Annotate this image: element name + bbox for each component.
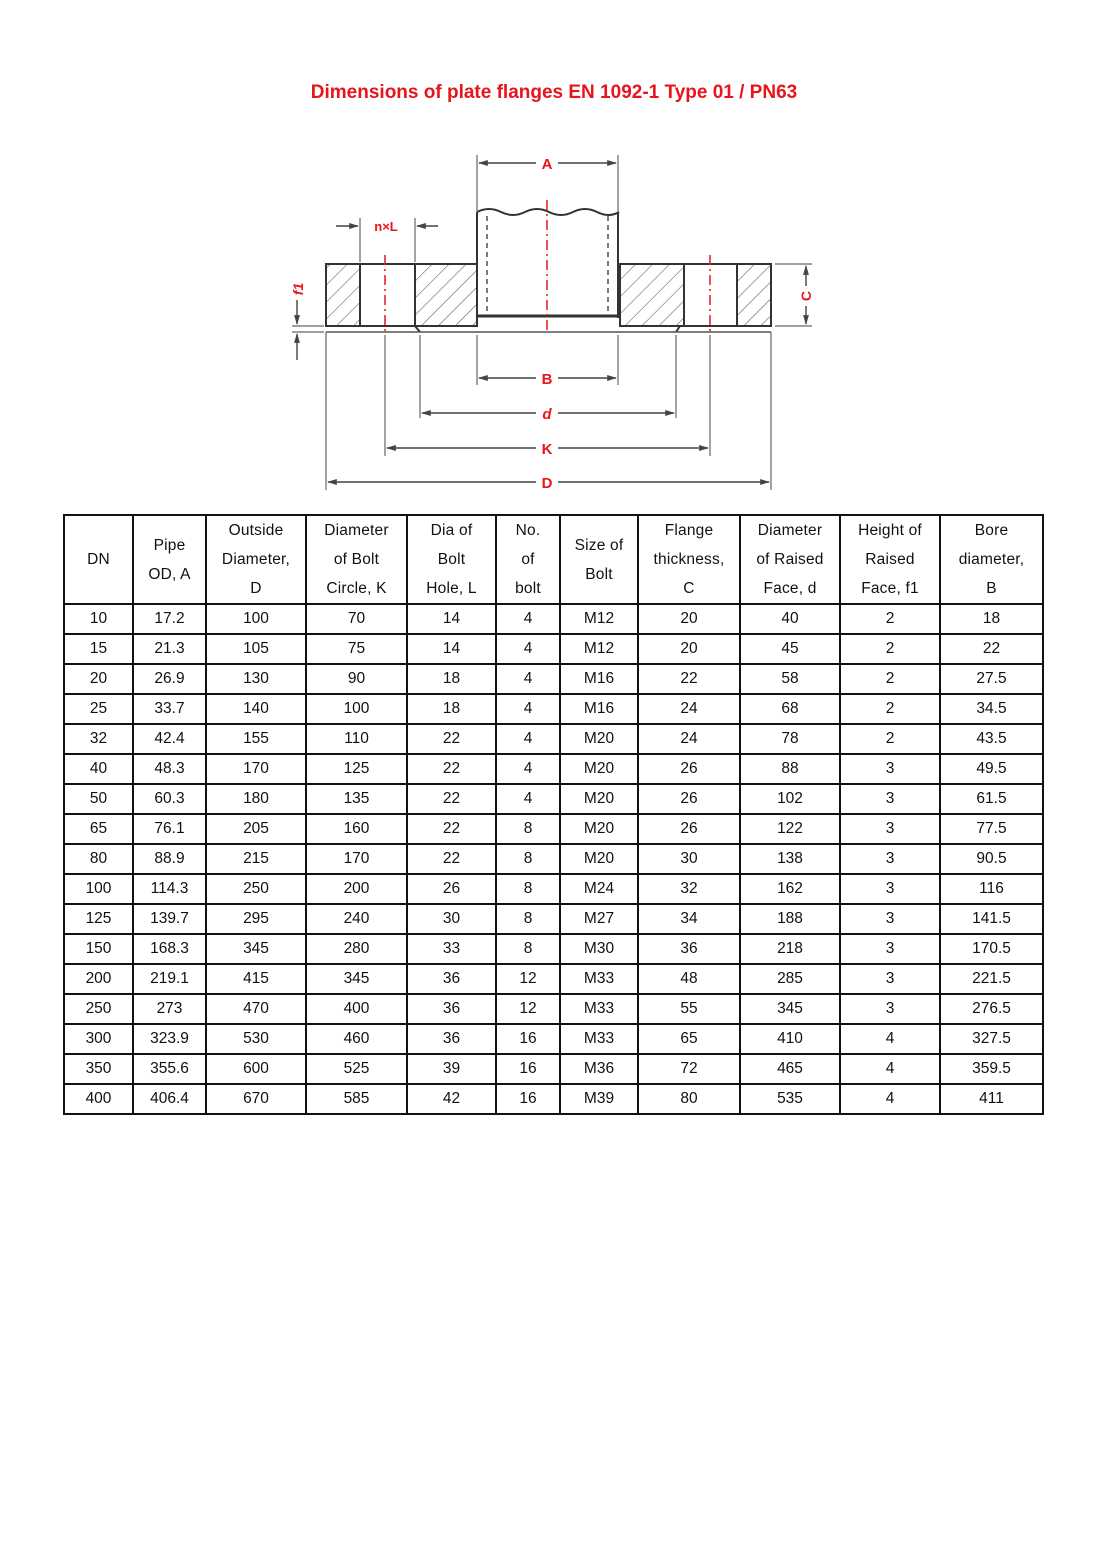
table-cell: 22 — [407, 784, 496, 814]
table-cell: 406.4 — [133, 1084, 206, 1114]
table-row — [64, 604, 1043, 634]
table-cell: 250 — [64, 994, 133, 1024]
table-cell: 170 — [306, 844, 407, 874]
table-cell: 180 — [206, 784, 306, 814]
table-cell: 22 — [407, 844, 496, 874]
table-cell: 100 — [206, 604, 306, 634]
column-header — [560, 515, 638, 604]
table-cell: M20 — [560, 784, 638, 814]
table-cell: 410 — [740, 1024, 840, 1054]
table-cell: 400 — [64, 1084, 133, 1114]
table-cell: 200 — [64, 964, 133, 994]
table-cell: 22 — [940, 634, 1043, 664]
table-cell: 4 — [496, 754, 560, 784]
table-cell: 465 — [740, 1054, 840, 1084]
column-header-line: D — [250, 580, 262, 597]
table-cell: 30 — [407, 904, 496, 934]
table-cell: 130 — [206, 664, 306, 694]
table-row — [64, 694, 1043, 724]
table-cell: 4 — [840, 1024, 940, 1054]
table-cell: 26 — [638, 814, 740, 844]
column-header-line: No. — [515, 522, 541, 539]
table-cell: 34.5 — [940, 694, 1043, 724]
dimensions-table — [63, 514, 1044, 1115]
table-cell: 530 — [206, 1024, 306, 1054]
table-cell: 4 — [496, 604, 560, 634]
table-cell: M27 — [560, 904, 638, 934]
table-cell: 55 — [638, 994, 740, 1024]
table-cell: 3 — [840, 874, 940, 904]
table-cell: 160 — [306, 814, 407, 844]
column-header-line: Outside — [228, 522, 284, 539]
table-cell: 150 — [64, 934, 133, 964]
table-cell: 4 — [840, 1054, 940, 1084]
table-cell: 8 — [496, 844, 560, 874]
table-cell: 58 — [740, 664, 840, 694]
table-cell: 3 — [840, 784, 940, 814]
table-cell: 3 — [840, 844, 940, 874]
column-header — [940, 515, 1043, 604]
table-cell: M24 — [560, 874, 638, 904]
table-cell: 22 — [407, 754, 496, 784]
label-d-small: d — [542, 406, 552, 423]
table-cell: M20 — [560, 814, 638, 844]
table-cell: 36 — [638, 934, 740, 964]
table-row — [64, 784, 1043, 814]
table-cell: 4 — [496, 784, 560, 814]
label-f1: f1 — [290, 282, 306, 296]
table-cell: 285 — [740, 964, 840, 994]
table-cell: 4 — [496, 694, 560, 724]
table-cell: 188 — [740, 904, 840, 934]
label-a: A — [541, 156, 553, 173]
table-row — [64, 964, 1043, 994]
column-header-line: Bolt — [437, 551, 466, 568]
table-cell: 78 — [740, 724, 840, 754]
table-cell: 2 — [840, 694, 940, 724]
table-cell: 411 — [940, 1084, 1043, 1114]
table-cell: 14 — [407, 634, 496, 664]
table-cell: 3 — [840, 994, 940, 1024]
table-cell: 670 — [206, 1084, 306, 1114]
table-row — [64, 814, 1043, 844]
table-cell: 240 — [306, 904, 407, 934]
table-cell: 12 — [496, 994, 560, 1024]
table-cell: 4 — [496, 664, 560, 694]
column-header-line: Bolt — [585, 565, 613, 583]
table-cell: 170 — [206, 754, 306, 784]
table-cell: 2 — [840, 724, 940, 754]
column-header-line: Height of — [858, 522, 922, 539]
column-header-line: of Raised — [756, 551, 824, 568]
table-cell: 300 — [64, 1024, 133, 1054]
table-cell: 77.5 — [940, 814, 1043, 844]
table-cell: M33 — [560, 1024, 638, 1054]
column-header-line: diameter, — [958, 551, 1025, 568]
table-cell: 12 — [496, 964, 560, 994]
table-cell: 42 — [407, 1084, 496, 1114]
table-cell: 4 — [496, 724, 560, 754]
table-row — [64, 724, 1043, 754]
column-header-line: Flange — [664, 522, 714, 539]
table-row — [64, 1084, 1043, 1114]
table-cell: 33 — [407, 934, 496, 964]
table-cell: 22 — [638, 664, 740, 694]
table-cell: 20 — [64, 664, 133, 694]
table-cell: 36 — [407, 1024, 496, 1054]
column-header-line: B — [986, 580, 997, 597]
table-cell: 102 — [740, 784, 840, 814]
table-cell: 359.5 — [940, 1054, 1043, 1084]
table-cell: 276.5 — [940, 994, 1043, 1024]
table-cell: M16 — [560, 664, 638, 694]
table-cell: M39 — [560, 1084, 638, 1114]
table-cell: 50 — [64, 784, 133, 814]
table-cell: 10 — [64, 604, 133, 634]
table-cell: 26.9 — [133, 664, 206, 694]
table-cell: 4 — [840, 1084, 940, 1114]
table-cell: 33.7 — [133, 694, 206, 724]
column-header-line: Circle, K — [326, 580, 387, 597]
column-header-line: Bore — [974, 522, 1009, 539]
table-cell: 80 — [638, 1084, 740, 1114]
column-header-line: Pipe — [153, 536, 186, 554]
table-cell: 600 — [206, 1054, 306, 1084]
table-cell: 72 — [638, 1054, 740, 1084]
table-row — [64, 664, 1043, 694]
table-cell: 162 — [740, 874, 840, 904]
table-cell: 40 — [64, 754, 133, 784]
table-cell: 32 — [64, 724, 133, 754]
table-cell: 345 — [306, 964, 407, 994]
table-cell: 205 — [206, 814, 306, 844]
table-cell: M33 — [560, 964, 638, 994]
table-cell: 3 — [840, 964, 940, 994]
table-cell: 61.5 — [940, 784, 1043, 814]
label-nxl: n×L — [374, 219, 398, 234]
table-cell: 20 — [638, 634, 740, 664]
table-cell: M33 — [560, 994, 638, 1024]
table-cell: 65 — [64, 814, 133, 844]
table-cell: 219.1 — [133, 964, 206, 994]
table-cell: 48 — [638, 964, 740, 994]
flange-drawing — [280, 148, 820, 498]
table-body — [64, 604, 1043, 1114]
flange-section — [326, 264, 771, 332]
table-cell: 22 — [407, 724, 496, 754]
table-cell: 2 — [840, 664, 940, 694]
table-cell: 170.5 — [940, 934, 1043, 964]
table-cell: 20 — [638, 604, 740, 634]
pipe — [477, 209, 619, 318]
column-header — [407, 515, 496, 604]
table-cell: 218 — [740, 934, 840, 964]
table-header-row — [64, 515, 1043, 604]
table-cell: 100 — [64, 874, 133, 904]
column-header-line: of — [521, 551, 535, 568]
table-cell: 24 — [638, 694, 740, 724]
table-cell: 125 — [306, 754, 407, 784]
table-cell: 25 — [64, 694, 133, 724]
table-cell: 60.3 — [133, 784, 206, 814]
table-cell: 323.9 — [133, 1024, 206, 1054]
table-cell: 22 — [407, 814, 496, 844]
table-row — [64, 1054, 1043, 1084]
table-cell: 4 — [496, 634, 560, 664]
table-cell: 8 — [496, 814, 560, 844]
column-header — [740, 515, 840, 604]
table-cell: 24 — [638, 724, 740, 754]
table-cell: 43.5 — [940, 724, 1043, 754]
column-header-line: Diameter, — [221, 551, 291, 568]
table-cell: 48.3 — [133, 754, 206, 784]
table-cell: 8 — [496, 874, 560, 904]
table-cell: 350 — [64, 1054, 133, 1084]
table-cell: 2 — [840, 604, 940, 634]
table-cell: 140 — [206, 694, 306, 724]
table-row — [64, 1024, 1043, 1054]
page-title: Dimensions of plate flanges EN 1092-1 Type 01 / PN63 — [310, 82, 798, 103]
table-cell: 76.1 — [133, 814, 206, 844]
table-cell: 18 — [407, 694, 496, 724]
column-header — [133, 515, 206, 604]
table-cell: 42.4 — [133, 724, 206, 754]
column-header — [206, 515, 306, 604]
table-cell: M20 — [560, 844, 638, 874]
label-b: B — [541, 371, 553, 388]
column-header-line: Face, d — [763, 580, 817, 597]
table-cell: 40 — [740, 604, 840, 634]
table-cell: 18 — [940, 604, 1043, 634]
column-header-line: thickness, — [653, 551, 725, 568]
table-cell: 114.3 — [133, 874, 206, 904]
table-cell: M20 — [560, 754, 638, 784]
table-cell: 21.3 — [133, 634, 206, 664]
table-cell: 68 — [740, 694, 840, 724]
table-cell: 327.5 — [940, 1024, 1043, 1054]
table-row — [64, 874, 1043, 904]
table-cell: 155 — [206, 724, 306, 754]
column-header — [840, 515, 940, 604]
table-cell: 16 — [496, 1084, 560, 1114]
table-cell: 470 — [206, 994, 306, 1024]
column-header-line: Face, f1 — [861, 580, 919, 597]
column-header-line: OD, A — [148, 565, 191, 583]
table-cell: M12 — [560, 604, 638, 634]
label-c: C — [798, 290, 814, 302]
table-cell: 116 — [940, 874, 1043, 904]
table-cell: 110 — [306, 724, 407, 754]
table-cell: 355.6 — [133, 1054, 206, 1084]
table-cell: 3 — [840, 934, 940, 964]
table-cell: 70 — [306, 604, 407, 634]
table-row — [64, 994, 1043, 1024]
table-cell: 168.3 — [133, 934, 206, 964]
table-cell: 280 — [306, 934, 407, 964]
column-header-line: Dia of — [430, 522, 473, 539]
table-cell: 415 — [206, 964, 306, 994]
table-cell: 27.5 — [940, 664, 1043, 694]
table-cell: 250 — [206, 874, 306, 904]
table-cell: 525 — [306, 1054, 407, 1084]
table-cell: 100 — [306, 694, 407, 724]
table-cell: 30 — [638, 844, 740, 874]
table-cell: 26 — [638, 784, 740, 814]
column-header — [638, 515, 740, 604]
column-header-line: C — [683, 580, 695, 597]
table-cell: 2 — [840, 634, 940, 664]
column-header-line: of Bolt — [333, 551, 380, 568]
table-cell: 36 — [407, 964, 496, 994]
table-cell: 36 — [407, 994, 496, 1024]
table-cell: 34 — [638, 904, 740, 934]
table-row — [64, 754, 1043, 784]
table-cell: M16 — [560, 694, 638, 724]
table-cell: 3 — [840, 904, 940, 934]
table-cell: 535 — [740, 1084, 840, 1114]
table-cell: 125 — [64, 904, 133, 934]
label-k: K — [541, 441, 553, 458]
table-cell: 345 — [206, 934, 306, 964]
table-cell: 65 — [638, 1024, 740, 1054]
table-cell: M36 — [560, 1054, 638, 1084]
table-row — [64, 904, 1043, 934]
table-cell: 39 — [407, 1054, 496, 1084]
table-cell: 122 — [740, 814, 840, 844]
table-cell: 135 — [306, 784, 407, 814]
table-cell: 17.2 — [133, 604, 206, 634]
column-header — [306, 515, 407, 604]
table-cell: 88.9 — [133, 844, 206, 874]
label-d-outer: D — [541, 475, 553, 492]
table-cell: 80 — [64, 844, 133, 874]
table-cell: 49.5 — [940, 754, 1043, 784]
table-cell: M20 — [560, 724, 638, 754]
table-cell: 90.5 — [940, 844, 1043, 874]
table-cell: 75 — [306, 634, 407, 664]
table-cell: 295 — [206, 904, 306, 934]
column-header-line: Diameter — [757, 522, 823, 539]
table-cell: 3 — [840, 814, 940, 844]
table-cell: 45 — [740, 634, 840, 664]
table-cell: 8 — [496, 904, 560, 934]
column-header — [64, 515, 133, 604]
table-row — [64, 844, 1043, 874]
table-cell: 139.7 — [133, 904, 206, 934]
table-cell: 141.5 — [940, 904, 1043, 934]
column-header-line: bolt — [515, 580, 541, 597]
table-cell: 221.5 — [940, 964, 1043, 994]
column-header-line: Raised — [865, 551, 915, 568]
table-cell: 16 — [496, 1024, 560, 1054]
column-header-line: Size of — [574, 536, 624, 554]
table-cell: M30 — [560, 934, 638, 964]
table-row — [64, 634, 1043, 664]
table-cell: 138 — [740, 844, 840, 874]
table-cell: 26 — [407, 874, 496, 904]
table-cell: 400 — [306, 994, 407, 1024]
table-cell: 215 — [206, 844, 306, 874]
column-header-line: DN — [87, 551, 110, 568]
table-cell: 14 — [407, 604, 496, 634]
column-header — [496, 515, 560, 604]
table-cell: 105 — [206, 634, 306, 664]
table-cell: 585 — [306, 1084, 407, 1114]
table-cell: 18 — [407, 664, 496, 694]
table-cell: 32 — [638, 874, 740, 904]
table-cell: 15 — [64, 634, 133, 664]
table-row — [64, 934, 1043, 964]
column-header-line: Hole, L — [426, 580, 477, 597]
table-cell: 200 — [306, 874, 407, 904]
table-cell: M12 — [560, 634, 638, 664]
table-cell: 3 — [840, 754, 940, 784]
table-cell: 88 — [740, 754, 840, 784]
column-header-line: Diameter — [324, 522, 389, 539]
table-cell: 460 — [306, 1024, 407, 1054]
table-cell: 345 — [740, 994, 840, 1024]
table-cell: 8 — [496, 934, 560, 964]
table-cell: 16 — [496, 1054, 560, 1084]
table-cell: 26 — [638, 754, 740, 784]
table-cell: 90 — [306, 664, 407, 694]
table-cell: 273 — [133, 994, 206, 1024]
